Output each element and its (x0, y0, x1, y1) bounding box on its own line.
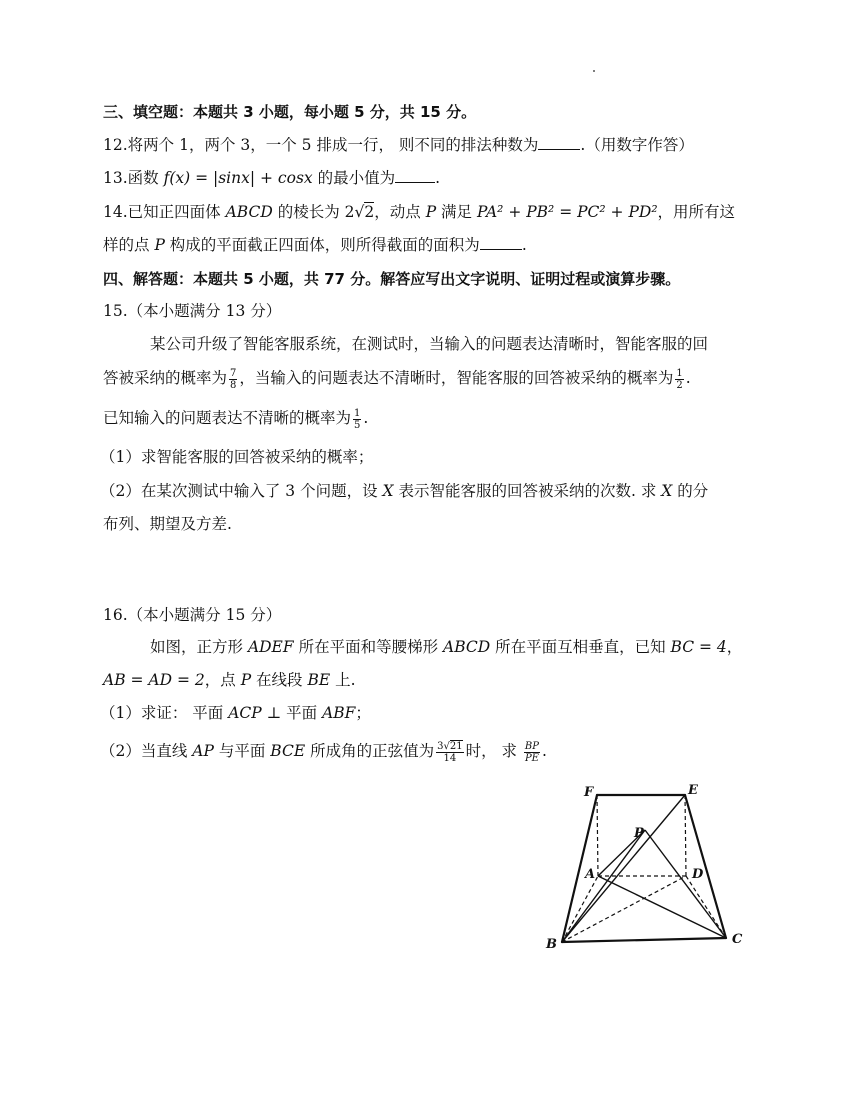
fraction-1-2 (675, 368, 683, 391)
q16-text: ， (726, 638, 743, 656)
numerator: BP (524, 740, 539, 752)
q16-text: 时， 求 (465, 742, 522, 760)
numerator: 1 (354, 407, 361, 419)
q14-radicand: 2 (364, 203, 375, 221)
q16-text: ； (355, 704, 371, 722)
q14-text: 构成的平面截正四面体，则所得截面的面积为 (164, 236, 480, 254)
q15-var-x: X (382, 482, 394, 500)
q14-tail: . (521, 236, 527, 254)
q15-paragraph-1: 某公司升级了智能客服系统，在测试时，当输入的问题表达清晰时，智能客服的回 (150, 335, 709, 353)
q16-ap: AP (192, 742, 214, 760)
q15-paragraph-3 (103, 407, 368, 431)
coefficient: 3 (437, 740, 444, 752)
q13-post: 的最小值为 (312, 169, 396, 187)
q13-pre: 函数 (127, 169, 164, 187)
q12-tail: .（用数字作答） (580, 136, 694, 154)
fraction-7-8 (229, 368, 237, 391)
section-3-title: 三、填空题：本题共 3 小题，每小题 5 分，共 15 分。 (103, 103, 477, 121)
q15-var-x: X (661, 482, 673, 500)
edge-fa (597, 795, 598, 876)
q16-point-p: P (240, 671, 252, 689)
q14-text: ，动点 (374, 203, 426, 221)
edge-ba (562, 876, 598, 942)
q12-number: 12. (103, 136, 128, 154)
q16-subquestion-2 (100, 740, 547, 764)
q14-equation: PA² + PB² = PC² + PD² (476, 203, 658, 221)
q15-text: . (363, 409, 369, 427)
q14-answer-blank[interactable] (480, 234, 522, 250)
q16-abcd: ABCD (443, 638, 491, 656)
denominator: 5 (354, 419, 361, 431)
q16-text: 如图，正方形 (150, 638, 248, 656)
radicand: 21 (449, 740, 463, 752)
q15-text: ，当输入的问题表达不清晰时，智能客服的回答被采纳的概率为 (239, 369, 674, 387)
fraction-bp-pe (524, 741, 540, 764)
q16-be: BE (307, 671, 331, 689)
question-14-line-2 (103, 234, 527, 256)
segment-ac (598, 876, 726, 938)
label-e: E (688, 783, 698, 798)
numerator: 1 (676, 367, 683, 379)
question-13 (103, 167, 440, 189)
numerator: 3√21 (437, 740, 463, 752)
q16-abf: ABF (322, 704, 356, 722)
denominator: 14 (443, 752, 457, 764)
q16-text: 平面 (281, 704, 323, 722)
numerator: 7 (230, 367, 237, 379)
q16-text: 所在平面和等腰梯形 (293, 638, 443, 656)
q16-text: 在线段 (251, 671, 308, 689)
q13-function: f(x) = |sinx| + cosx (163, 169, 313, 187)
q16-text: 上. (330, 671, 356, 689)
q14-point-p: P (154, 236, 165, 254)
q15-text: 已知输入的问题表达不清晰的概率为 (103, 409, 352, 427)
label-d: D (692, 867, 704, 882)
q13-answer-blank[interactable] (395, 167, 435, 183)
q15-subquestion-1: （1）求智能客服的回答被采纳的概率； (100, 448, 374, 466)
q12-answer-blank[interactable] (538, 134, 580, 150)
scan-dot (593, 70, 595, 72)
q14-text: 样的点 (103, 236, 155, 254)
q15-header: 15.（本小题满分 13 分） (103, 302, 282, 320)
label-b: B (546, 937, 557, 952)
q15-text: （2）在某次测试中输入了 3 个问题，设 (100, 482, 383, 500)
q13-number: 13. (103, 169, 128, 187)
q16-text: 所在平面互相垂直，已知 (490, 638, 671, 656)
q14-abcd: ABCD (225, 203, 273, 221)
label-c: C (732, 932, 743, 947)
q16-text: （2）当直线 (100, 742, 193, 760)
q14-text: ，用所有这 (657, 203, 736, 221)
q14-number: 14. (103, 203, 128, 221)
label-f: F (584, 785, 594, 800)
geometry-figure (540, 780, 790, 955)
q16-text: ，点 (204, 671, 241, 689)
denominator: 8 (230, 379, 237, 391)
q15-text: 答被采纳的概率为 (103, 369, 228, 387)
edge-bc (562, 938, 726, 942)
edge-ed (685, 795, 686, 876)
question-12 (103, 134, 694, 156)
q15-subquestion-2 (100, 480, 708, 502)
q16-text: 与平面 (213, 742, 271, 760)
q16-text: . (542, 742, 547, 760)
q15-subquestion-2-line-2: 布列、期望及方差. (103, 515, 232, 533)
fraction-3sqrt21-14 (436, 741, 463, 764)
sqrt-sign: √ (354, 203, 365, 221)
q15-paragraph-2 (103, 367, 691, 391)
q16-paragraph-2 (103, 669, 356, 691)
question-14-line-1 (103, 201, 735, 223)
q13-tail: . (435, 169, 441, 187)
label-p: P (634, 826, 644, 841)
section-4-title: 四、解答题：本题共 5 小题，共 77 分。解答应写出文字说明、证明过程或演算步骤。 (103, 270, 681, 288)
fraction-1-5 (353, 408, 361, 431)
q16-bce: BCE (270, 742, 306, 760)
q16-header: 16.（本小题满分 15 分） (103, 606, 282, 624)
label-a: A (585, 867, 596, 882)
q15-text: 的分 (672, 482, 709, 500)
q14-text: 的棱长为 2 (272, 203, 355, 221)
denominator: PE (524, 752, 539, 764)
q15-text: . (685, 369, 691, 387)
q16-paragraph-1 (150, 636, 742, 658)
q16-text: （1）求证： 平面 (100, 704, 229, 722)
q14-text: 已知正四面体 (127, 203, 226, 221)
q16-acp: ACP ⊥ (228, 704, 282, 722)
q16-bc: BC = 4 (670, 638, 727, 656)
q15-text: 表示智能客服的回答被采纳的次数. 求 (393, 482, 662, 500)
q16-adef: ADEF (247, 638, 294, 656)
q14-text: 满足 (436, 203, 477, 221)
q12-text: 将两个 1，两个 3，一个 5 排成一行， 则不同的排法种数为 (127, 136, 539, 154)
q14-point-p: P (425, 203, 437, 221)
q16-text: 所成角的正弦值为 (305, 742, 435, 760)
q16-subquestion-1 (100, 702, 371, 724)
q16-ab-ad: AB = AD = 2 (103, 671, 205, 689)
denominator: 2 (676, 379, 683, 391)
